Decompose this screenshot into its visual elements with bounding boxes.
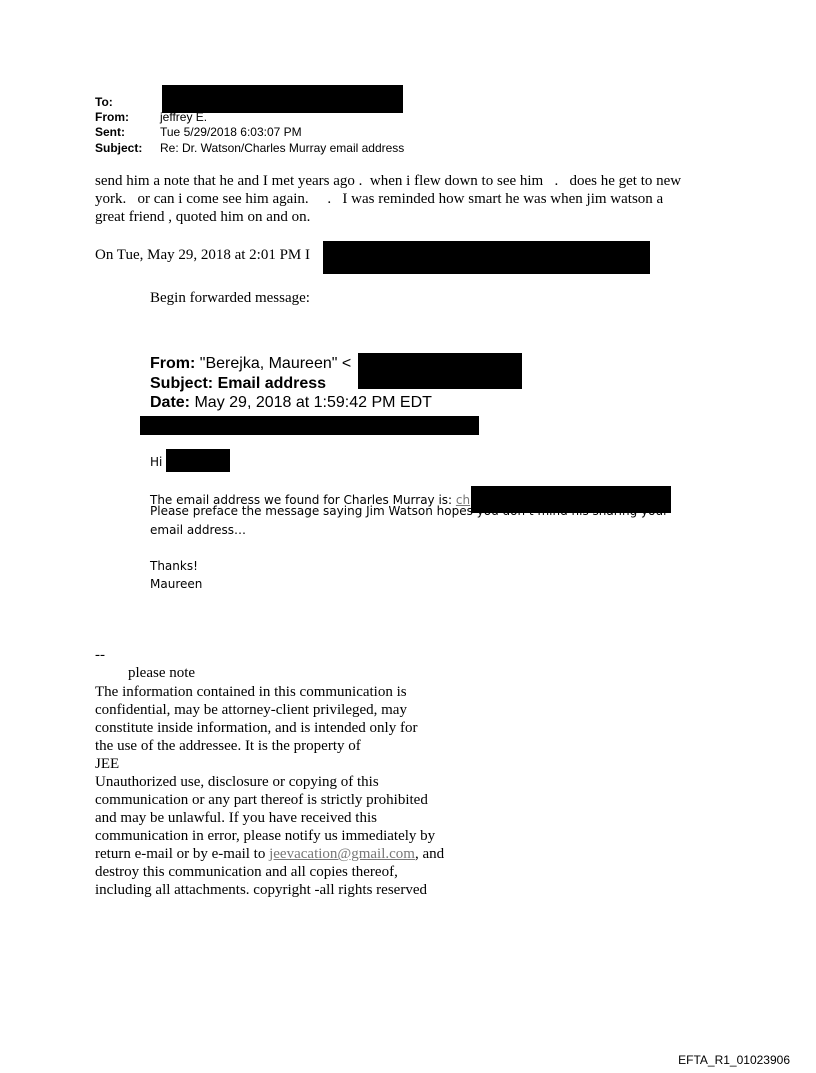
disclaimer-line: destroy this communication and all copies thereof, — [95, 864, 398, 880]
disclaimer-line: including all attachments. copyright -all rights reserved — [95, 882, 427, 898]
fwd-from-label: From: — [150, 355, 196, 372]
fwd-date-row — [150, 394, 432, 412]
disclaimer-line: constitute inside information, and is intended only for — [95, 720, 418, 736]
to-label: To: — [95, 95, 113, 109]
body-line: great friend , quoted him on and on. — [95, 209, 311, 225]
redaction-to — [162, 85, 403, 113]
subject-value: Re: Dr. Watson/Charles Murray email address — [160, 141, 405, 155]
sent-row — [95, 125, 302, 139]
sent-value: Tue 5/29/2018 6:03:07 PM — [160, 125, 302, 139]
redaction-from-email — [358, 353, 522, 389]
from-label: From: — [95, 110, 129, 124]
disclaimer-text — [95, 683, 444, 899]
document-id: EFTA_R1_01023906 — [678, 1053, 790, 1067]
body-line: send him a note that he and I met years ago . when i flew down to see him . does he get to new — [95, 173, 682, 189]
preface-line: email address… — [150, 523, 247, 537]
disclaimer-line: communication or any part thereof is strictly prohibited — [95, 792, 428, 808]
redaction-sender — [323, 241, 650, 274]
signature: Maureen — [150, 577, 203, 591]
jeevacation-email-link[interactable]: jeevacation@gmail.com — [269, 846, 415, 862]
preface-line: Please preface the message saying Jim Watson hopes you don’t mind his sharing your — [150, 504, 669, 518]
return-suffix: , and — [414, 846, 445, 862]
thanks: Thanks! — [150, 559, 198, 573]
redaction-to-row — [140, 416, 479, 435]
fwd-subject-value: Email address — [217, 375, 327, 392]
fwd-from-row — [150, 355, 351, 373]
body-line: york. or can i come see him again. . I was reminded how smart he was when jim watson a — [95, 191, 664, 207]
murray-email-link[interactable]: ch — [455, 493, 471, 507]
disclaimer-line: Unauthorized use, disclosure or copying of this — [95, 774, 379, 790]
fwd-date-value: May 29, 2018 at 1:59:42 PM EDT — [194, 394, 432, 411]
from-row — [95, 110, 207, 124]
disclaimer-line — [95, 845, 444, 863]
fwd-from-value: "Berejka, Maureen" < — [199, 355, 352, 372]
disclaimer-line: communication in error, please notify us immediately by — [95, 828, 436, 844]
disclaimer-line: confidential, may be attorney-client privileged, may — [95, 702, 407, 718]
subject-label: Subject: — [95, 141, 143, 155]
fwd-subject-label: Subject: — [150, 375, 214, 392]
disclaimer-line: JEE — [95, 756, 120, 772]
sent-label: Sent: — [95, 125, 125, 139]
to-row — [95, 95, 160, 109]
return-prefix: return e-mail or by e-mail to — [95, 846, 270, 862]
disclaimer-line: the use of the addressee. It is the property of — [95, 738, 361, 754]
disclaimer-line: The information contained in this communication is — [95, 684, 407, 700]
greeting: Hi — [150, 455, 163, 469]
from-value: jeffrey E. — [160, 110, 208, 124]
fwd-subject-row — [150, 375, 326, 393]
quote-intro: On Tue, May 29, 2018 at 2:01 PM I — [95, 247, 311, 263]
redaction-name — [166, 449, 230, 472]
forwarded-intro: Begin forwarded message: — [150, 290, 310, 306]
please-note: please note — [128, 665, 196, 681]
separator: -- — [95, 647, 105, 663]
subject-row — [95, 141, 404, 155]
fwd-date-label: Date: — [150, 394, 191, 411]
email-line-text: The email address we found for Charles Murray is: — [150, 493, 456, 507]
disclaimer-line: and may be unlawful. If you have received this — [95, 810, 377, 826]
